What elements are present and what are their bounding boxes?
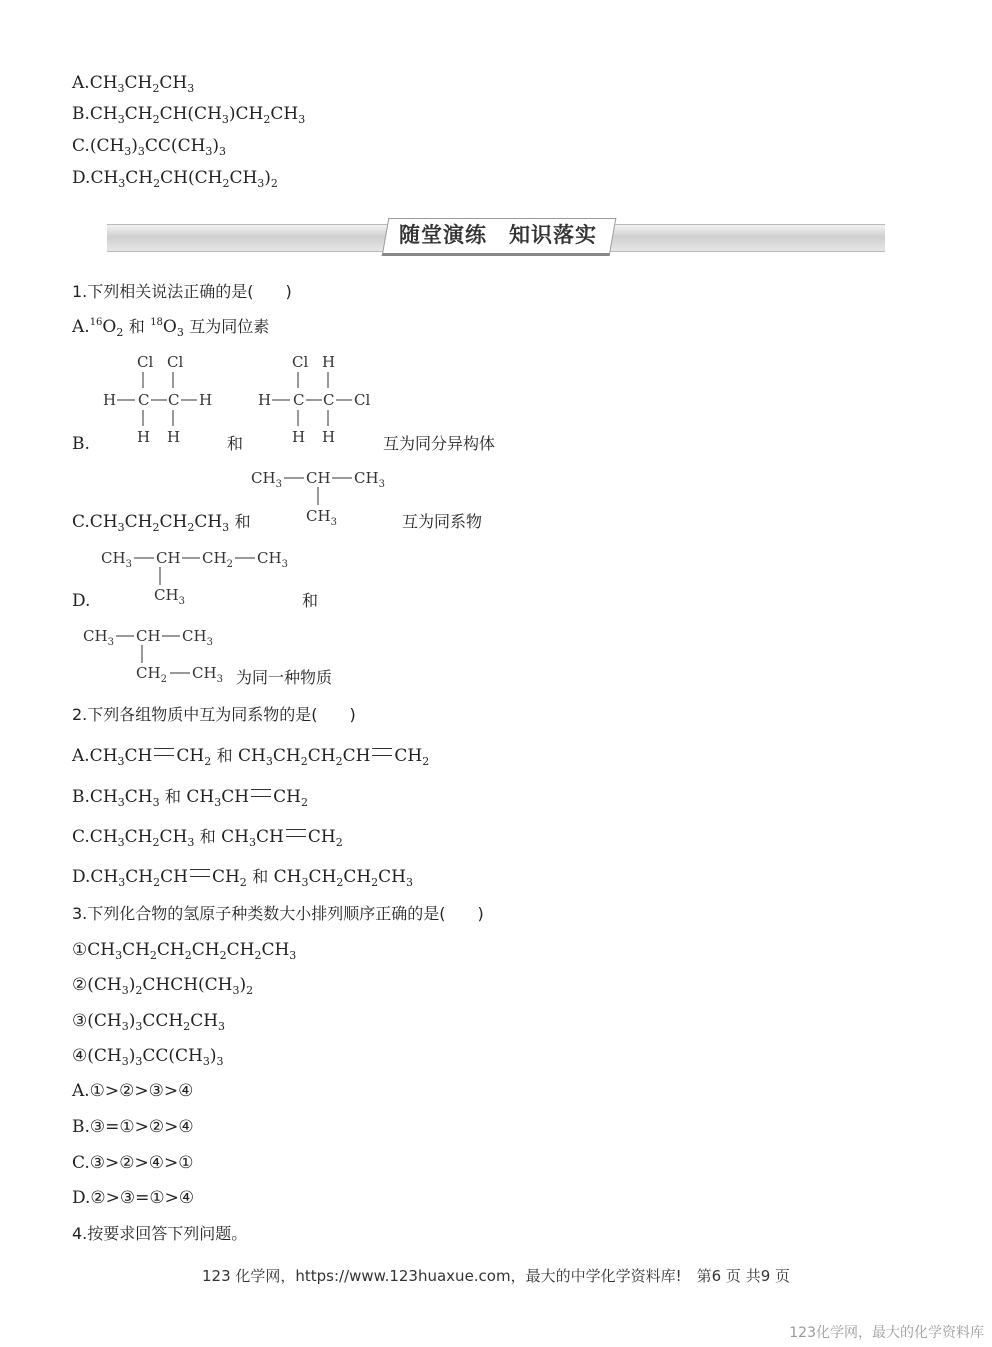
svg-text:CH3: $CH_3$: [182, 627, 213, 648]
svg-text:CH2: $CH_2$: [202, 549, 233, 570]
q1-stem: 1.下列相关说法正确的是( ): [72, 282, 292, 301]
svg-text:CH3: $CH_3$: [192, 664, 223, 685]
q1-option-b-and: 和: [227, 434, 244, 453]
svg-text:H: H: [103, 391, 117, 409]
svg-text:CH3: $CH_3$: [354, 469, 385, 490]
prev-option-a: $A.CH_3CH_2CH_3$: [72, 73, 195, 95]
svg-text:Cl: Cl: [137, 353, 154, 371]
svg-text:CH: CH: [306, 469, 331, 487]
q1-b-structure-1: [100, 350, 220, 450]
q3-option-a: A.①>②>③>④: [72, 1081, 194, 1101]
q1-option-d-tail: 为同一种物质: [236, 668, 333, 687]
banner-title: 随堂演练 知识落实: [399, 223, 597, 247]
svg-text:CH3: $CH_3$: [154, 586, 185, 607]
q3-stem: 3.下列化合物的氢原子种类数大小排列顺序正确的是( ): [72, 904, 484, 923]
svg-text:CH: CH: [156, 549, 181, 567]
svg-text:CH3: $CH_3$: [83, 627, 114, 648]
svg-text:H: H: [322, 428, 336, 446]
q3-compound-4: $④(CH_3)_3CC(CH_3)_3$: [72, 1046, 224, 1068]
svg-text:CH3: $CH_3$: [251, 469, 282, 490]
svg-text:CH3: $CH_3$: [257, 549, 288, 570]
svg-text:CH3: $CH_3$: [306, 507, 337, 527]
q2-option-b: $B.CH_3CH_3$ 和 $CH_3CH$ $CH_2$: [72, 787, 308, 809]
svg-text:CH: CH: [136, 627, 161, 645]
svg-text:Cl: Cl: [354, 391, 371, 409]
q1-option-b-tail: 互为同分异构体: [383, 434, 496, 453]
q2-stem: 2.下列各组物质中互为同系物的是( ): [72, 705, 356, 724]
svg-text:CH3: $CH_3$: [101, 549, 132, 570]
svg-text:C: C: [168, 391, 180, 409]
watermark: 123化学网，最大的化学资料库: [789, 1325, 984, 1341]
q3-option-c: C.③>②>④>①: [72, 1153, 194, 1173]
svg-text:Cl: Cl: [292, 353, 309, 371]
q1-c-structure: [248, 465, 398, 527]
svg-text:H: H: [322, 353, 336, 371]
q2-option-c: $C.CH_3CH_2CH_3$ 和 $CH_3CH$ $CH_2$: [72, 827, 343, 849]
section-banner: [107, 218, 885, 254]
prev-option-c: $C.(CH_3)_3CC(CH_3)_3$: [72, 136, 227, 158]
q2-option-d: $D.CH_3CH_2CH$ $CH_2$ 和 $CH_3CH_2CH_2CH_3$: [72, 867, 413, 889]
prev-option-d: $D.CH_3CH_2CH(CH_2CH_3)_2$: [72, 168, 278, 190]
q4-stem: 4.按要求回答下列问题。: [72, 1224, 248, 1243]
svg-text:H: H: [292, 428, 306, 446]
svg-text:C: C: [293, 391, 305, 409]
svg-text:C: C: [323, 391, 335, 409]
svg-text:H: H: [137, 428, 151, 446]
q1-option-a: $A.^{16}O_2$ 和 $^{18}O_3$ 互为同位素: [72, 317, 270, 339]
q2-option-a: $A.CH_3CH$ $CH_2$ 和 $CH_3CH_2CH_2CH$ $CH_2$: [72, 746, 430, 768]
q1-option-d-label: D.: [72, 591, 91, 611]
prev-option-b: $B.CH_3CH_2CH(CH_3)CH_2CH_3$: [72, 104, 306, 126]
q1-b-structure-2: [255, 350, 380, 450]
q3-option-d: D.②>③=①>④: [72, 1188, 195, 1208]
q1-d-structure-2: [80, 623, 240, 685]
q1-option-c: $C.CH_3CH_2CH_2CH_3$ 和: [72, 512, 251, 534]
q1-option-b-label: B.: [72, 434, 90, 454]
svg-text:Cl: Cl: [167, 353, 184, 371]
q1-option-d-and: 和: [302, 591, 319, 610]
svg-text:C: C: [138, 391, 150, 409]
q3-compound-2: $②(CH_3)_2CHCH(CH_3)_2$: [72, 975, 254, 997]
svg-text:H: H: [199, 391, 213, 409]
svg-text:H: H: [167, 428, 181, 446]
q1-option-c-tail: 互为同系物: [402, 512, 483, 531]
q3-option-b: B.③=①>②>④: [72, 1117, 194, 1137]
svg-text:H: H: [258, 391, 272, 409]
q3-compound-1: $①CH_3CH_2CH_2CH_2CH_2CH_3$: [72, 940, 297, 962]
svg-text:CH2: $CH_2$: [136, 664, 167, 685]
page-footer: 123 化学网，https://www.123huaxue.com，最大的中学化学资料库! 第6 页 共9 页: [201, 1267, 791, 1285]
q1-d-structure-1: [98, 545, 298, 607]
q3-compound-3: $③(CH_3)_3CCH_2CH_3$: [72, 1011, 226, 1033]
